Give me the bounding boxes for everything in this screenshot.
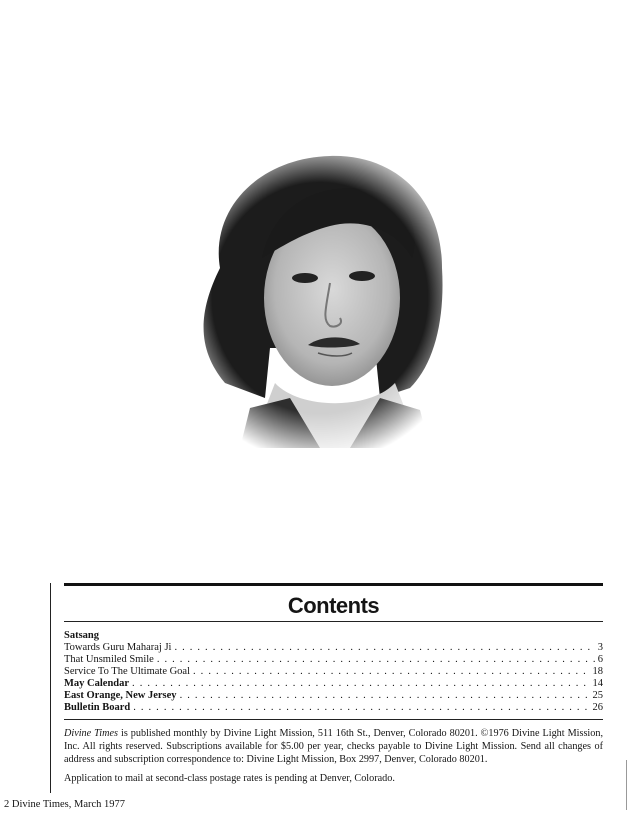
toc-entry[interactable] [64, 678, 603, 690]
toc-entry[interactable] [64, 702, 603, 714]
masthead-name: Divine Times [64, 728, 118, 739]
postage-notice: Application to mail at second-class postage rates is pending at Denver, Colorado. [64, 773, 395, 784]
toc-entry[interactable] [64, 690, 603, 702]
contents-box [50, 583, 603, 793]
toc-entry-title: That Unsmiled Smile [64, 654, 154, 665]
publication-notice-text: is published monthly by Divine Light Mission, 511 16th St., Denver, Colorado 80201. ©1976 Divine Light Mission, Inc. All rights reserved. Subscriptions available for $5.00 per year, checks payable to Divine Light Mission. Send all changes of address and subscription correspondence to: Divine Light Mission, Box 2997, Denver, Colorado 80201. [64, 728, 603, 765]
contents-title: Contents [287, 593, 380, 618]
thin-rule [64, 719, 603, 720]
toc-leader-dots [180, 690, 590, 702]
toc-entry[interactable] [64, 642, 603, 654]
toc-entry-page: 18 [592, 666, 603, 677]
toc-entry-title: East Orange, New Jersey [64, 690, 177, 701]
toc-section-label: Satsang [64, 630, 100, 641]
portrait-illustration [180, 148, 460, 448]
toc-entry-page: 25 [592, 690, 603, 701]
heavy-rule [64, 583, 603, 586]
toc-entry-page: 26 [592, 702, 603, 713]
scan-edge-mark [626, 760, 627, 810]
page-folio: 2 Divine Times, March 1977 [4, 799, 126, 810]
table-of-contents [64, 630, 603, 714]
thin-rule [64, 621, 603, 622]
toc-entry-title: Towards Guru Maharaj Ji [64, 642, 172, 653]
toc-entry-title: Bulletin Board [64, 702, 131, 713]
toc-entry-page: 14 [592, 678, 603, 689]
toc-entry-page: 3 [597, 642, 603, 653]
toc-entry-page: 6 [597, 654, 603, 665]
toc-entry[interactable] [64, 666, 603, 678]
toc-leader-dots [157, 654, 595, 666]
toc-entry-title: Service To The Ultimate Goal [64, 666, 191, 677]
publication-notice [64, 727, 603, 766]
toc-leader-dots [174, 642, 594, 654]
toc-leader-dots [132, 678, 589, 690]
portrait-photo [180, 148, 460, 448]
toc-entry[interactable] [64, 654, 603, 666]
toc-leader-dots [193, 666, 589, 678]
toc-entry-title: May Calendar [64, 678, 130, 689]
toc-leader-dots [133, 702, 589, 714]
